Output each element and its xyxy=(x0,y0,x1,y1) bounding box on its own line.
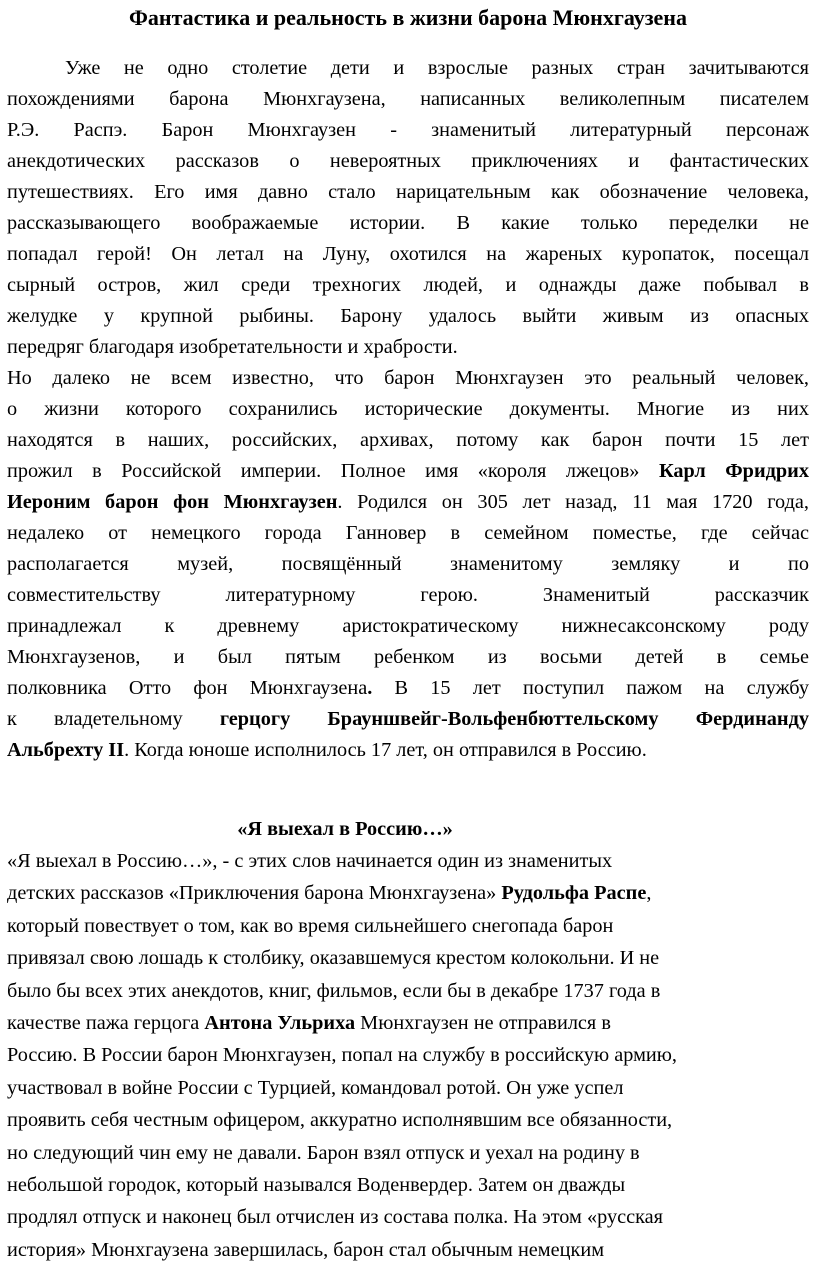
bold-name: Карл Фридрих xyxy=(658,460,809,482)
text-line: Но далеко не всем известно, что барон Мюнхгаузен это реальный человек, xyxy=(7,367,809,389)
text-line xyxy=(7,877,809,909)
text-line: «Я выехал в Россию…», - с этих слов начинается один из знаменитых xyxy=(7,850,613,872)
bold-name: Альбрехту II xyxy=(7,739,125,761)
text-run: . Родился он 305 лет назад, 11 мая 1720 года, xyxy=(337,491,809,513)
bold-name: Антона Ульриха xyxy=(204,1011,356,1034)
text-line: похождениями барона Мюнхгаузена, написанных великолепным писателем xyxy=(7,88,809,110)
text-line: попадал герой! Он летал на Луну, охотился на жареных куропаток, посещал xyxy=(7,243,809,265)
text-line xyxy=(7,704,809,735)
text-line: участвовал в войне России с Турцией, командовал ротой. Он уже успел xyxy=(7,1076,624,1099)
text-line: который повествует о том, как во время сильнейшего снегопада барон xyxy=(7,914,614,937)
text-line: располагается музей, посвящённый знаменитому земляку и по xyxy=(7,553,809,575)
bold-name: Иероним барон фон Мюнхгаузен xyxy=(7,491,338,513)
section-heading: «Я выехал в Россию…» xyxy=(237,818,453,840)
text-line: передряг благодаря изобретательности и храбрости. xyxy=(7,336,458,358)
text-run: качестве пажа герцога xyxy=(7,1011,205,1034)
text-run: детских рассказов «Приключения барона Мюнхгаузена» xyxy=(7,882,502,905)
text-run: полковника Отто фон Мюнхгаузена xyxy=(7,677,368,699)
text-run: . Когда юноше исполнилось 17 лет, он отправился в Россию. xyxy=(124,739,647,761)
text-line: путешествиях. Его имя давно стало нарицательным как обозначение человека, xyxy=(7,181,809,203)
text-line xyxy=(7,735,809,766)
text-run: Мюнхгаузен не отправился в xyxy=(355,1011,611,1034)
text-line xyxy=(7,456,809,487)
text-line: продлял отпуск и наконец был отчислен из состава полка. На этом «русская xyxy=(7,1206,663,1229)
text-line: Мюнхгаузенов, и был пятым ребенком из восьми детей в семье xyxy=(7,646,809,668)
text-line: недалеко от немецкого города Ганновер в семейном поместье, где сейчас xyxy=(7,522,809,544)
text-line: рассказывающего воображаемые истории. В какие только переделки не xyxy=(7,212,809,234)
paragraph-biography xyxy=(7,363,809,766)
text-line: небольшой городок, который назывался Воденвердер. Затем он дважды xyxy=(7,1173,626,1196)
text-line: о жизни которого сохранились исторические документы. Многие из них xyxy=(7,398,809,420)
text-line: находятся в наших, российских, архивах, потому как барон почти 15 лет xyxy=(7,429,809,451)
text-run: прожил в Российской империи. Полное имя «короля лжецов» xyxy=(7,460,659,482)
text-line: проявить себя честным офицером, аккуратно исполнявшим все обязанности, xyxy=(7,1109,673,1132)
text-line: Россию. В России барон Мюнхгаузен, попал на службу в российскую армию, xyxy=(7,1044,677,1067)
text-line xyxy=(7,1007,809,1039)
bold-punct: . xyxy=(367,677,373,699)
text-line xyxy=(7,487,809,518)
text-line: совместительству литературному герою. Знаменитый рассказчик xyxy=(7,584,809,606)
text-line: принадлежал к древнему аристократическому нижнесаксонскому роду xyxy=(7,615,809,637)
paragraph-intro xyxy=(7,53,809,363)
bold-name: герцогу Брауншвейг-Вольфенбюттельскому Фердинанду xyxy=(219,708,809,730)
text-line: привязал свою лошадь к столбику, оказавшемуся крестом колокольни. И не xyxy=(7,947,660,970)
text-line: анекдотических рассказов о невероятных приключениях и фантастических xyxy=(7,150,809,172)
text-run: В 15 лет поступил пажом на службу xyxy=(372,677,809,699)
text-line: но следующий чин ему не давали. Барон взял отпуск и уехал на родину в xyxy=(7,1141,640,1164)
text-run: к владетельному xyxy=(7,708,220,730)
text-line: история» Мюнхгаузена завершилась, барон стал обычным немецким xyxy=(7,1238,605,1261)
text-line xyxy=(7,673,809,704)
text-run: , xyxy=(646,882,652,905)
text-line: сырный остров, жил среди трехногих людей, и однажды даже побывал в xyxy=(7,274,809,296)
text-line: было бы всех этих анекдотов, книг, фильмов, если бы в декабре 1737 года в xyxy=(7,979,661,1002)
paragraph-russia xyxy=(7,845,809,1266)
text-line: Р.Э. Распэ. Барон Мюнхгаузен - знаменитый литературный персонаж xyxy=(7,119,809,141)
bold-name: Рудольфа Распе xyxy=(501,882,647,905)
text-line: желудке у крупной рыбины. Барону удалось выйти живым из опасных xyxy=(7,305,809,327)
text-line: Уже не одно столетие дети и взрослые разных стран зачитываются xyxy=(65,57,809,79)
document-title: Фантастика и реальность в жизни барона Мюнхгаузена xyxy=(129,5,687,30)
